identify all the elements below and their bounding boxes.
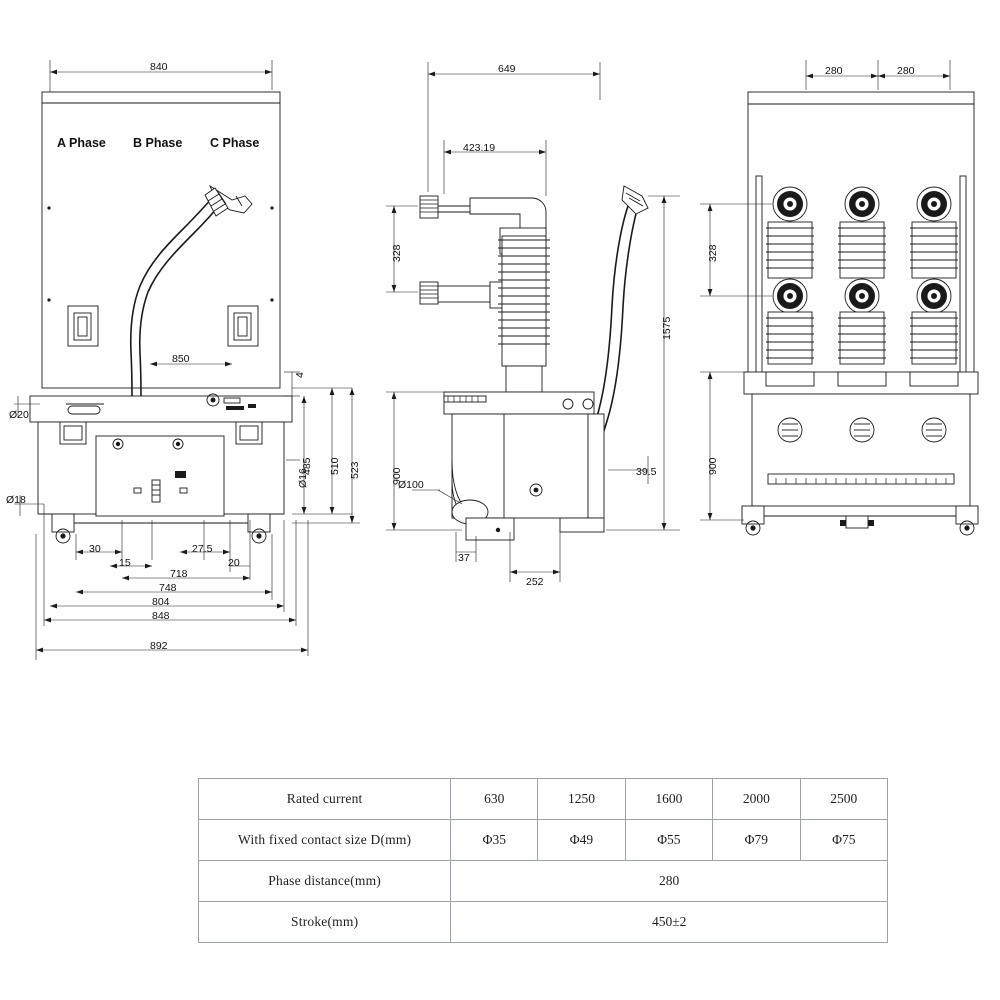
dim-side-252: 252 xyxy=(526,576,544,588)
dim-side-37: 37 xyxy=(458,552,470,564)
dim-front-748: 748 xyxy=(159,582,177,594)
dim-front-850: 850 xyxy=(172,353,190,365)
cell-contact-size-1: Φ35 xyxy=(451,820,538,861)
phase-a-label: A Phase xyxy=(57,136,106,150)
cell-contact-size-2: Φ49 xyxy=(538,820,625,861)
dim-rear-900: 900 xyxy=(707,457,719,475)
dim-front-840: 840 xyxy=(150,61,168,73)
dim-front-20: 20 xyxy=(228,557,240,569)
cell-rated-current-2: 1250 xyxy=(538,779,625,820)
table-row xyxy=(199,861,888,902)
cell-rated-current-5: 2500 xyxy=(800,779,887,820)
row-label-phase-distance: Phase distance(mm) xyxy=(199,861,451,902)
dim-rear-280-left: 280 xyxy=(825,65,843,77)
dim-side-39-5: 39.5 xyxy=(636,466,657,478)
phase-c-label: C Phase xyxy=(210,136,260,150)
dim-front-523: 523 xyxy=(349,461,361,479)
dim-front-30: 30 xyxy=(89,543,101,555)
dim-front-848: 848 xyxy=(152,610,170,622)
phase-b-label: B Phase xyxy=(133,136,183,150)
cell-rated-current-4: 2000 xyxy=(713,779,800,820)
table-row xyxy=(199,779,888,820)
dim-side-1575: 1575 xyxy=(661,316,673,340)
cell-stroke-value: 450±2 xyxy=(451,902,888,943)
side-view-geometry xyxy=(420,186,648,540)
row-label-contact-size: With fixed contact size D(mm) xyxy=(199,820,451,861)
cell-contact-size-3: Φ55 xyxy=(625,820,712,861)
specification-table xyxy=(198,778,888,943)
dim-front-diam18: Ø18 xyxy=(6,494,26,506)
row-label-rated-current: Rated current xyxy=(199,779,451,820)
dim-side-diam100: Ø100 xyxy=(398,479,424,491)
rear-view-geometry xyxy=(742,92,978,535)
dim-front-15: 15 xyxy=(119,557,131,569)
dim-side-328: 328 xyxy=(391,244,403,262)
table-row xyxy=(199,902,888,943)
cell-rated-current-3: 1600 xyxy=(625,779,712,820)
dim-front-diam16: Ø16 xyxy=(297,468,309,488)
cell-phase-distance-value: 280 xyxy=(451,861,888,902)
row-label-stroke: Stroke(mm) xyxy=(199,902,451,943)
specification-table-container xyxy=(198,778,888,943)
dim-front-diam20: Ø20 xyxy=(9,409,29,421)
cell-contact-size-4: Φ79 xyxy=(713,820,800,861)
dim-front-4: 4 xyxy=(294,372,306,378)
dim-rear-328: 328 xyxy=(707,244,719,262)
dim-front-718: 718 xyxy=(170,568,188,580)
dim-rear-280-right: 280 xyxy=(897,65,915,77)
dim-front-510: 510 xyxy=(329,457,341,475)
front-view-geometry xyxy=(30,92,292,543)
cell-rated-current-1: 630 xyxy=(451,779,538,820)
cell-contact-size-5: Φ75 xyxy=(800,820,887,861)
table-row xyxy=(199,820,888,861)
dim-side-900: 900 xyxy=(391,467,403,485)
dim-front-27-5: 27.5 xyxy=(192,543,213,555)
dim-side-423-19: 423.19 xyxy=(463,142,496,154)
dim-front-804: 804 xyxy=(152,596,170,608)
dim-front-892: 892 xyxy=(150,640,168,652)
dim-side-649: 649 xyxy=(498,63,516,75)
dim-front-485: 485 xyxy=(301,457,313,475)
